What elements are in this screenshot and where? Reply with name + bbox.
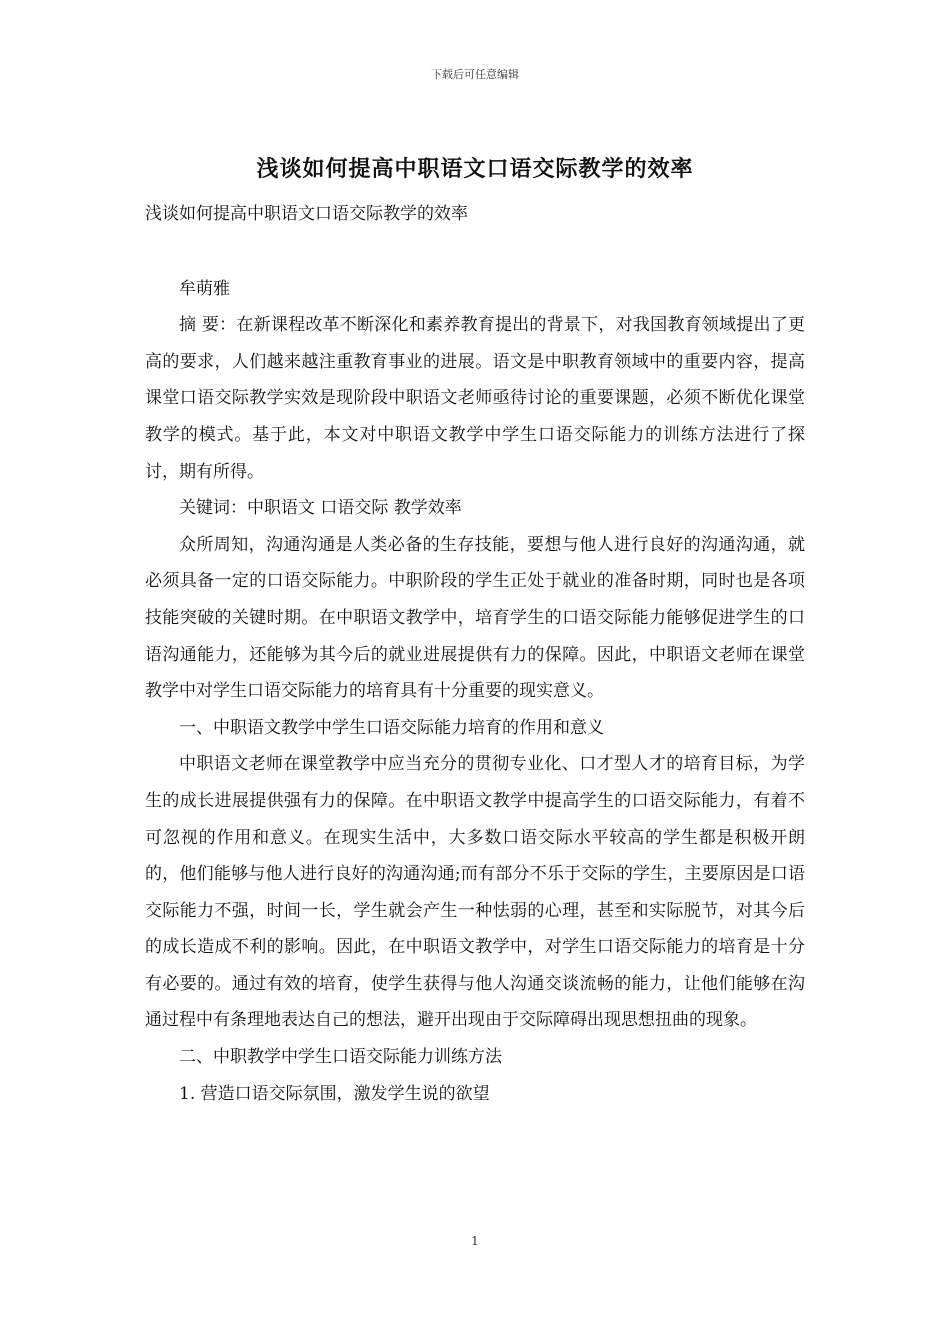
document-title: 浅谈如何提高中职语文口语交际教学的效率 xyxy=(256,156,694,182)
section2-heading: 二、中职教学中学生口语交际能力训练方法 xyxy=(179,1047,502,1068)
abstract-paragraph: 摘 要：在新课程改革不断深化和素养教育提出的背景下，对我国教育领域提出了更高的要求，人们越来越注重教育事业的进展。语文是中职教育领域中的重要内容，提高课堂口语交际教学实效是现阶段中职语文老师亟待讨论的重要课题，必须不断优化课堂教学的模式。基于此，本文对中职语文教学中学生口语交际能力的训练方法进行了探讨，期有所得。 xyxy=(145,315,805,482)
page-header-note: 下载后可任意编辑 xyxy=(431,68,519,81)
document-body xyxy=(145,196,805,1112)
document-subtitle: 浅谈如何提高中职语文口语交际教学的效率 xyxy=(145,204,468,224)
page-number: 1 xyxy=(471,1234,479,1248)
section2-subheading-1: 1. 营造口语交际氛围，激发学生说的欲望 xyxy=(179,1083,490,1104)
section1-paragraph: 中职语文老师在课堂教学中应当充分的贯彻专业化、口才型人才的培育目标，为学生的成长进展提供强有力的保障。在中职语文教学中提高学生的口语交际能力，有着不可忽视的作用和意义。在现实生活中，大多数口语交际水平较高的学生都是积极开朗的，他们能够与他人进行良好的沟通沟通;而有部分不乐于交际的学生，主要原因是口语交际能力不强，时间一长，学生就会产生一种怯弱的心理，甚至和实际脱节，对其今后的成长造成不利的影响。因此，在中职语文教学中，对学生口语交际能力的培育是十分有必要的。通过有效的培育，使学生获得与他人沟通交谈流畅的能力，让他们能够在沟通过程中有条理地表达自己的想法，避开出现由于交际障碍出现思想扭曲的现象。 xyxy=(145,754,805,1031)
intro-paragraph: 众所周知，沟通沟通是人类必备的生存技能，要想与他人进行良好的沟通沟通，就必须具备一定的口语交际能力。中职阶段的学生正处于就业的准备时期，同时也是各项技能突破的关键时期。在中职语文教学中，培育学生的口语交际能力能够促进学生的口语沟通能力，还能够为其今后的就业进展提供有力的保障。因此，中职语文老师在课堂教学中对学生口语交际能力的培育具有十分重要的现实意义。 xyxy=(145,534,805,702)
section1-heading: 一、中职语文教学中学生口语交际能力培育的作用和意义 xyxy=(179,717,604,738)
author-name: 牟萌雅 xyxy=(179,278,230,299)
keywords-line: 关键词：中职语文 口语交际 教学效率 xyxy=(179,498,462,519)
